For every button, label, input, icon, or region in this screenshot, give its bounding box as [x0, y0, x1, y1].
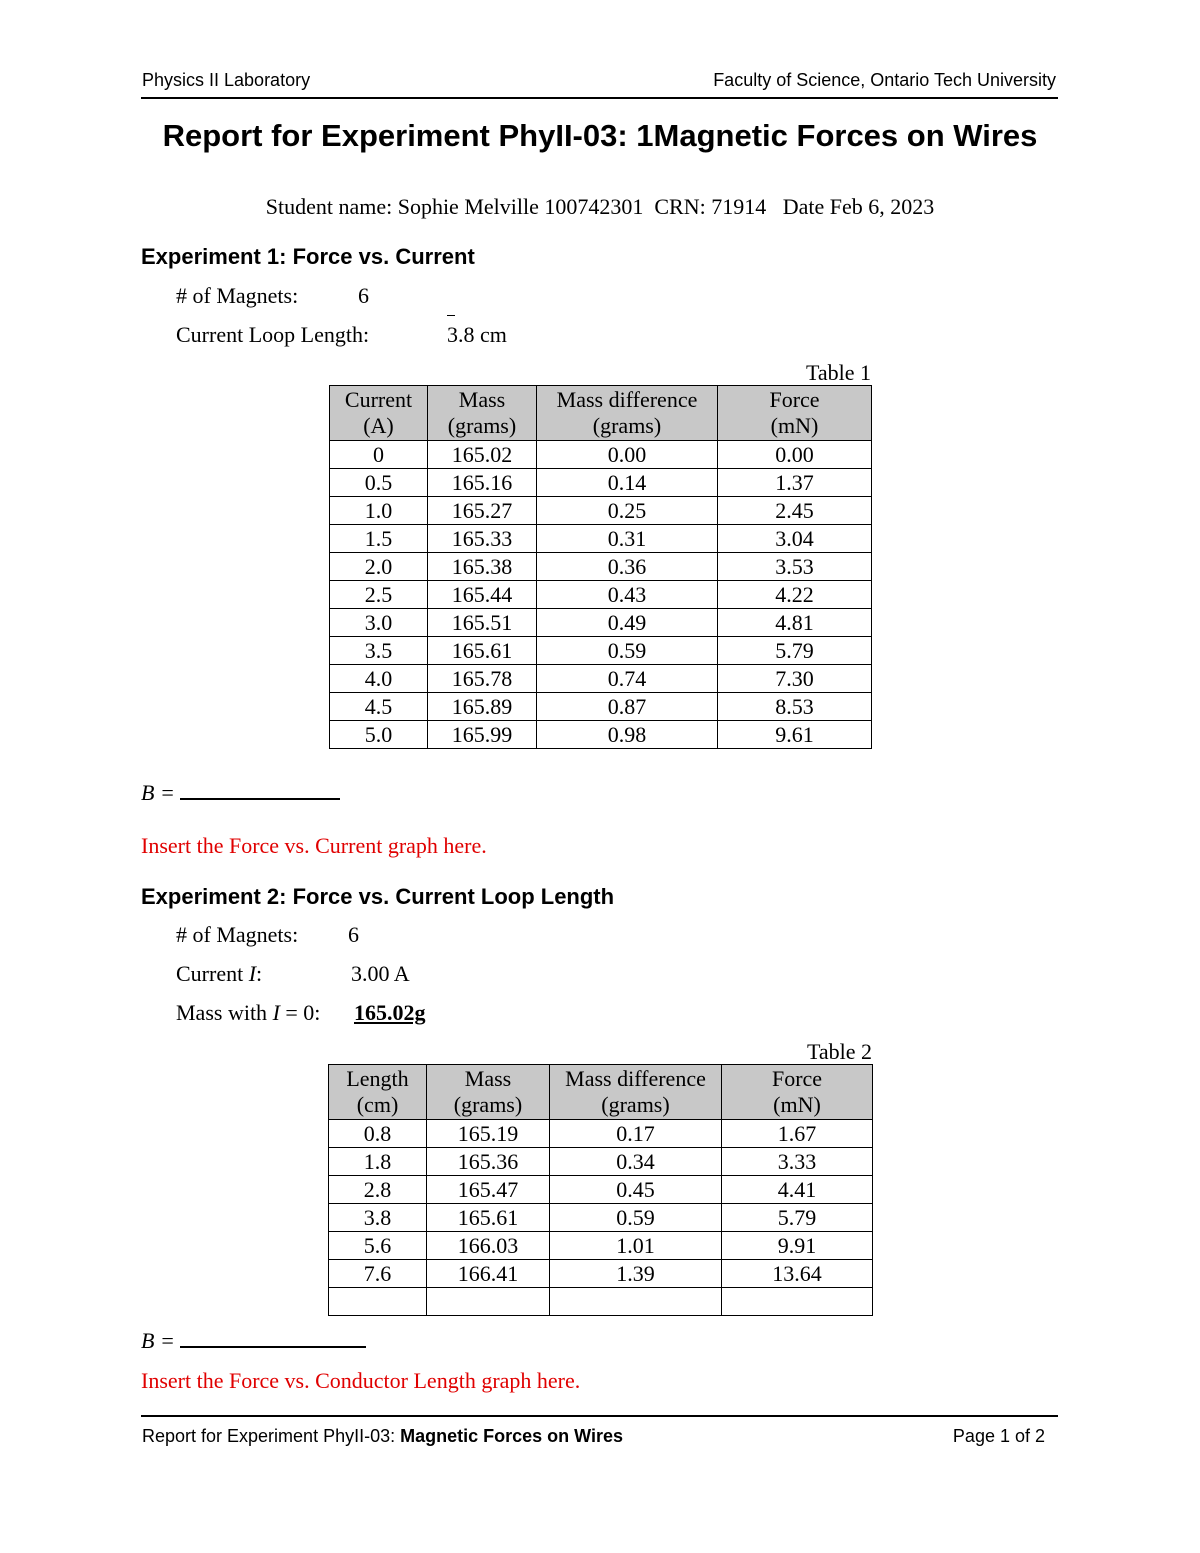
table-cell: 1.0 [330, 497, 428, 525]
exp2-heading: Experiment 2: Force vs. Current Loop Length [141, 884, 615, 909]
header-left: Physics II Laboratory [142, 70, 311, 90]
table1 [329, 385, 872, 749]
table-cell: 165.27 [428, 497, 537, 525]
table-cell: 165.44 [428, 581, 537, 609]
column-header-line: (cm) [356, 1092, 399, 1117]
table-cell: 9.61 [718, 721, 872, 749]
table-cell: 1.67 [722, 1120, 873, 1148]
table-cell: 0.43 [537, 581, 718, 609]
exp2-current-value: 3.00 A [351, 961, 410, 986]
exp1-b-label: B = [141, 780, 175, 805]
table-cell: 0.25 [537, 497, 718, 525]
exp2-mass-cond: = 0: [285, 1000, 321, 1025]
table-cell: 165.99 [428, 721, 537, 749]
table-row [329, 1204, 873, 1232]
table-row [329, 1260, 873, 1288]
exp2-current-symbol: I [248, 961, 257, 986]
table-cell: 0.49 [537, 609, 718, 637]
table-row [330, 665, 872, 693]
table-cell: 7.30 [718, 665, 872, 693]
column-header-line: Force [771, 1066, 823, 1091]
exp1-blank-mark [447, 303, 455, 321]
table-cell: 165.02 [428, 441, 537, 469]
exp1-loop-label: Current Loop Length: [176, 322, 370, 347]
table-row [329, 1148, 873, 1176]
exp2-magnets-label: # of Magnets: [176, 922, 299, 947]
table-cell: 0 [330, 441, 428, 469]
table-cell: 165.38 [428, 553, 537, 581]
column-header [550, 1065, 722, 1120]
table-cell [427, 1288, 550, 1316]
table-row [330, 721, 872, 749]
student-info: Student name: Sophie Melville 100742301 CRN: 71914 Date Feb 6, 2023 [265, 194, 935, 219]
exp2-graph-note: Insert the Force vs. Conductor Length graph here. [141, 1368, 581, 1393]
exp2-mass-label: Mass with [176, 1000, 268, 1025]
table-cell: 0.5 [330, 469, 428, 497]
table-row [329, 1176, 873, 1204]
table-cell: 0.36 [537, 553, 718, 581]
table-cell: 0.00 [537, 441, 718, 469]
exp1-graph-note: Insert the Force vs. Current graph here. [141, 833, 487, 858]
table-cell [329, 1288, 427, 1316]
table-row [330, 637, 872, 665]
footer-left-bold: Magnetic Forces on Wires [400, 1426, 623, 1446]
table-cell: 3.8 [329, 1204, 427, 1232]
column-header-line: (mN) [773, 1092, 821, 1117]
exp2-current-label: Current [176, 961, 244, 986]
exp1-loop-value: 3.8 cm [447, 322, 507, 347]
table-cell: 5.79 [722, 1204, 873, 1232]
table-cell: 4.0 [330, 665, 428, 693]
table-cell: 3.33 [722, 1148, 873, 1176]
table2 [328, 1064, 873, 1316]
exp2-mass-label-group [176, 1000, 320, 1026]
column-header-line: Current [344, 387, 413, 412]
table-cell: 2.8 [329, 1176, 427, 1204]
exp2-current-label-group: Current I: [176, 961, 263, 986]
table-cell: 165.36 [427, 1148, 550, 1176]
exp1-heading: Experiment 1: Force vs. Current [141, 244, 475, 269]
footer-left-prefix: Report for Experiment PhyII-03: [142, 1426, 401, 1446]
table-cell: 1.37 [718, 469, 872, 497]
column-header-line: Length [346, 1066, 409, 1091]
table-cell: 2.0 [330, 553, 428, 581]
table-cell: 3.04 [718, 525, 872, 553]
table-row [330, 469, 872, 497]
table-row [330, 581, 872, 609]
table-cell [550, 1288, 722, 1316]
table-cell: 3.53 [718, 553, 872, 581]
column-header-line: Mass difference [556, 387, 698, 412]
exp1-b-field [141, 780, 340, 806]
column-header-line: (grams) [601, 1092, 670, 1117]
table-row [330, 693, 872, 721]
table-cell: 0.74 [537, 665, 718, 693]
report-title: Report for Experiment PhyII-03: 1Magnetic Forces on Wires [162, 118, 1038, 153]
column-header [329, 1065, 427, 1120]
table-cell: 165.51 [428, 609, 537, 637]
column-header-line: Force [769, 387, 820, 412]
footer-page-number: Page 1 of 2 [952, 1426, 1045, 1446]
table-cell: 4.22 [718, 581, 872, 609]
table-cell [722, 1288, 873, 1316]
footer-rule [141, 1415, 1058, 1417]
table-row [329, 1232, 873, 1260]
table-row [329, 1120, 873, 1148]
column-header [427, 1065, 550, 1120]
table-cell: 165.33 [428, 525, 537, 553]
footer-left [142, 1426, 623, 1447]
column-header-line: (grams) [592, 413, 662, 438]
table-cell: 1.39 [550, 1260, 722, 1288]
table-cell: 165.78 [428, 665, 537, 693]
table-cell: 165.19 [427, 1120, 550, 1148]
table-cell: 165.47 [427, 1176, 550, 1204]
table-row [330, 609, 872, 637]
header-rule [141, 97, 1058, 99]
column-header-line: (mN) [770, 413, 819, 438]
table-header-row [330, 386, 872, 441]
table-cell: 0.59 [550, 1204, 722, 1232]
table-cell: 5.6 [329, 1232, 427, 1260]
table-cell: 1.5 [330, 525, 428, 553]
column-header [428, 386, 537, 441]
table-cell: 0.98 [537, 721, 718, 749]
table-header-row [329, 1065, 873, 1120]
exp1-magnets-value: 6 [358, 283, 369, 308]
exp2-mass-value: 165.02g [354, 1000, 426, 1025]
table-cell: 0.45 [550, 1176, 722, 1204]
table-cell: 0.34 [550, 1148, 722, 1176]
column-header-line: (grams) [447, 413, 517, 438]
table-cell: 0.87 [537, 693, 718, 721]
exp2-b-blank[interactable] [180, 1328, 366, 1348]
column-header [330, 386, 428, 441]
table-cell: 0.00 [718, 441, 872, 469]
table-cell: 2.45 [718, 497, 872, 525]
table-cell: 0.8 [329, 1120, 427, 1148]
exp1-magnets-label: # of Magnets: [176, 283, 299, 308]
column-header [537, 386, 718, 441]
table-cell: 4.41 [722, 1176, 873, 1204]
exp2-mass-symbol: I [272, 1000, 280, 1025]
table-cell: 166.03 [427, 1232, 550, 1260]
table-row [330, 553, 872, 581]
table-row [329, 1288, 873, 1316]
table-cell: 0.59 [537, 637, 718, 665]
table-cell: 8.53 [718, 693, 872, 721]
exp2-magnets-value: 6 [348, 922, 359, 947]
table-cell: 9.91 [722, 1232, 873, 1260]
table-cell: 1.8 [329, 1148, 427, 1176]
table-cell: 0.31 [537, 525, 718, 553]
header-right: Faculty of Science, Ontario Tech University [713, 70, 1056, 90]
table-cell: 165.61 [427, 1204, 550, 1232]
column-header-line: Mass difference [565, 1066, 706, 1091]
table-cell: 4.5 [330, 693, 428, 721]
exp2-b-field [141, 1328, 366, 1354]
table-row [330, 525, 872, 553]
column-header-line: (grams) [453, 1092, 523, 1117]
table-cell: 1.01 [550, 1232, 722, 1260]
table-cell: 5.0 [330, 721, 428, 749]
table2-caption: Table 2 [806, 1039, 872, 1064]
table-cell: 3.5 [330, 637, 428, 665]
exp2-b-label: B = [141, 1328, 175, 1353]
table-cell: 7.6 [329, 1260, 427, 1288]
exp1-b-blank[interactable] [180, 780, 340, 800]
column-header-line: Mass [458, 387, 506, 412]
table-cell: 2.5 [330, 581, 428, 609]
table-cell: 165.16 [428, 469, 537, 497]
column-header [722, 1065, 873, 1120]
column-header-line: Mass [464, 1066, 512, 1091]
table1-caption: Table 1 [805, 360, 871, 385]
column-header [718, 386, 872, 441]
table-cell: 13.64 [722, 1260, 873, 1288]
table-cell: 4.81 [718, 609, 872, 637]
table-cell: 3.0 [330, 609, 428, 637]
table-cell: 166.41 [427, 1260, 550, 1288]
table-row [330, 441, 872, 469]
table-cell: 5.79 [718, 637, 872, 665]
column-header-line: (A) [363, 413, 394, 438]
table-cell: 0.17 [550, 1120, 722, 1148]
table-row [330, 497, 872, 525]
table-cell: 0.14 [537, 469, 718, 497]
table-cell: 165.89 [428, 693, 537, 721]
table-cell: 165.61 [428, 637, 537, 665]
